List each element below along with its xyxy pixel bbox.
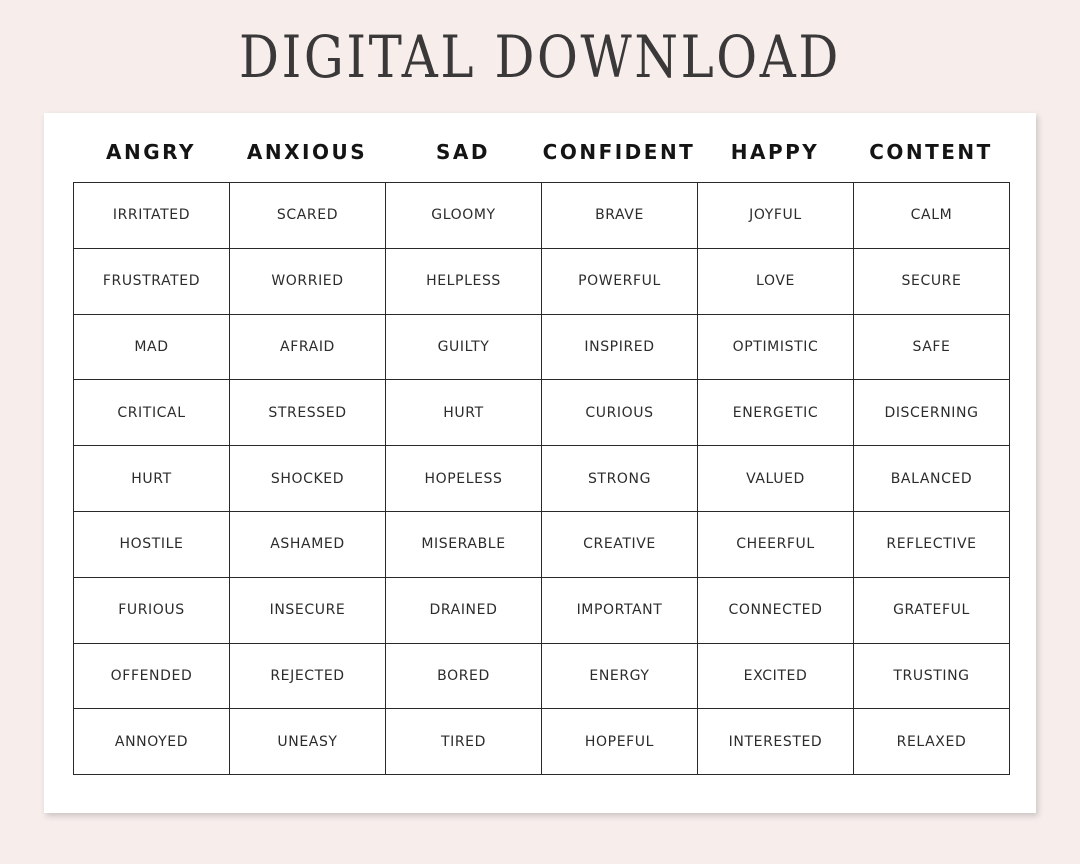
emotion-cell: INSECURE xyxy=(230,577,386,643)
table-row xyxy=(74,183,1010,249)
emotion-cell: ENERGY xyxy=(542,643,698,709)
emotion-cell: POWERFUL xyxy=(542,248,698,314)
table-row xyxy=(74,511,1010,577)
emotion-cell: REJECTED xyxy=(230,643,386,709)
emotion-cell: DISCERNING xyxy=(854,380,1010,446)
emotion-cell: MISERABLE xyxy=(386,511,542,577)
emotion-sheet xyxy=(44,113,1036,813)
column-header-sad: SAD xyxy=(436,140,490,164)
emotion-cell: INTERESTED xyxy=(698,709,854,775)
column-headers xyxy=(73,135,1009,169)
emotion-cell: ANNOYED xyxy=(74,709,230,775)
emotion-cell: GLOOMY xyxy=(386,183,542,249)
emotion-cell: ENERGETIC xyxy=(698,380,854,446)
column-header-anxious: ANXIOUS xyxy=(246,140,368,164)
emotion-cell: HOPEFUL xyxy=(542,709,698,775)
column-header-content: CONTENT xyxy=(869,140,993,164)
table-row xyxy=(74,314,1010,380)
emotion-cell: AFRAID xyxy=(230,314,386,380)
emotion-cell: HURT xyxy=(386,380,542,446)
emotion-cell: REFLECTIVE xyxy=(854,511,1010,577)
emotion-cell: VALUED xyxy=(698,446,854,512)
table-row xyxy=(74,380,1010,446)
emotion-cell: BORED xyxy=(386,643,542,709)
table-row xyxy=(74,248,1010,314)
emotion-cell: HOSTILE xyxy=(74,511,230,577)
emotion-cell: FRUSTRATED xyxy=(74,248,230,314)
emotion-cell: CHEERFUL xyxy=(698,511,854,577)
emotion-cell: SAFE xyxy=(854,314,1010,380)
emotion-cell: TIRED xyxy=(386,709,542,775)
emotion-cell: GUILTY xyxy=(386,314,542,380)
emotion-cell: BALANCED xyxy=(854,446,1010,512)
emotion-cell: OPTIMISTIC xyxy=(698,314,854,380)
emotion-cell: RELAXED xyxy=(854,709,1010,775)
emotion-cell: HOPELESS xyxy=(386,446,542,512)
emotion-grid xyxy=(73,182,1010,775)
table-row xyxy=(74,643,1010,709)
emotion-cell: HELPLESS xyxy=(386,248,542,314)
emotion-cell: LOVE xyxy=(698,248,854,314)
emotion-cell: BRAVE xyxy=(542,183,698,249)
emotion-cell: CURIOUS xyxy=(542,380,698,446)
emotion-cell: JOYFUL xyxy=(698,183,854,249)
emotion-cell: SCARED xyxy=(230,183,386,249)
emotion-cell: DRAINED xyxy=(386,577,542,643)
table-row xyxy=(74,577,1010,643)
emotion-cell: ASHAMED xyxy=(230,511,386,577)
emotion-cell: OFFENDED xyxy=(74,643,230,709)
column-header-angry: ANGRY xyxy=(106,140,196,164)
emotion-cell: TRUSTING xyxy=(854,643,1010,709)
page-title: DIGITAL DOWNLOAD xyxy=(239,23,841,91)
emotion-cell: INSPIRED xyxy=(542,314,698,380)
emotion-cell: CONNECTED xyxy=(698,577,854,643)
emotion-cell: HURT xyxy=(74,446,230,512)
table-row xyxy=(74,709,1010,775)
emotion-cell: MAD xyxy=(74,314,230,380)
emotion-cell: SECURE xyxy=(854,248,1010,314)
emotion-cell: EXCITED xyxy=(698,643,854,709)
emotion-cell: IMPORTANT xyxy=(542,577,698,643)
emotion-cell: SHOCKED xyxy=(230,446,386,512)
emotion-cell: WORRIED xyxy=(230,248,386,314)
table-row xyxy=(74,446,1010,512)
emotion-cell: IRRITATED xyxy=(74,183,230,249)
emotion-cell: CRITICAL xyxy=(74,380,230,446)
emotion-cell: GRATEFUL xyxy=(854,577,1010,643)
emotion-cell: CALM xyxy=(854,183,1010,249)
emotion-cell: UNEASY xyxy=(230,709,386,775)
emotion-cell: CREATIVE xyxy=(542,511,698,577)
emotion-cell: STRONG xyxy=(542,446,698,512)
emotion-cell: FURIOUS xyxy=(74,577,230,643)
column-header-confident: CONFIDENT xyxy=(542,140,696,164)
column-header-happy: HAPPY xyxy=(730,140,820,164)
emotion-cell: STRESSED xyxy=(230,380,386,446)
